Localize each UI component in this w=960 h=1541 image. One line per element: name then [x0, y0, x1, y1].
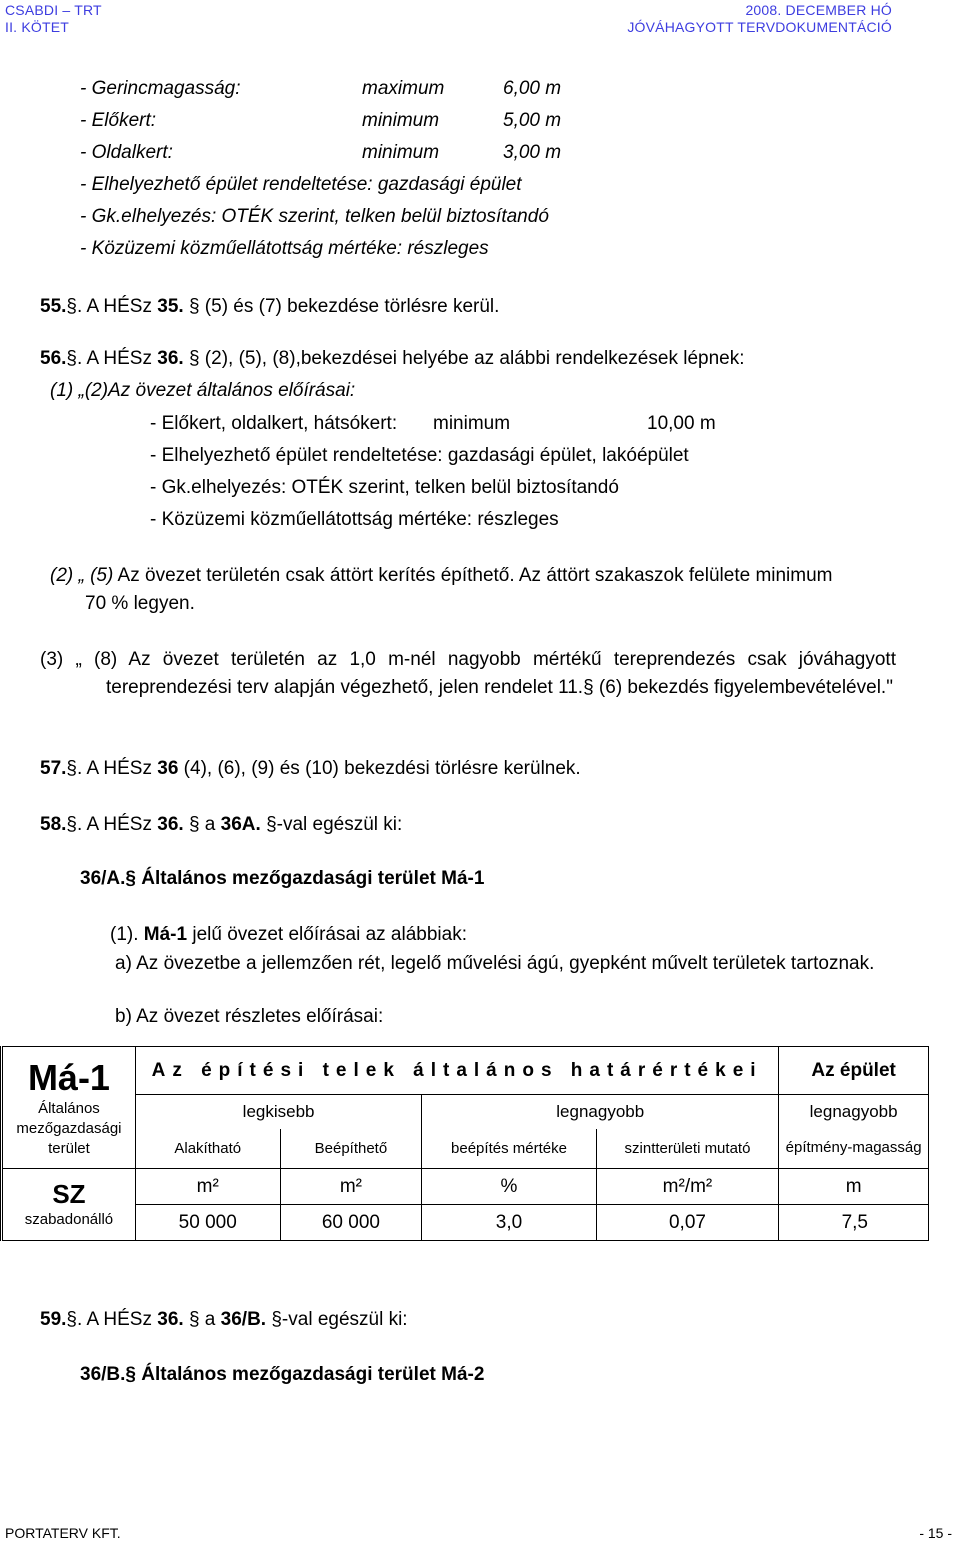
- value-cell: 50 000: [135, 1205, 280, 1241]
- unit-cell: %: [422, 1169, 596, 1205]
- param-qualifier: minimum: [362, 142, 440, 163]
- section-number: 55.: [40, 296, 67, 317]
- header-right-line2: JÓVÁHAGYOTT TERVDOKUMENTÁCIÓ: [627, 19, 892, 35]
- subsection-2: [50, 565, 833, 587]
- zone-limits-table: [0, 1046, 929, 1241]
- page-number: - 15 -: [919, 1525, 952, 1541]
- value-cell: 7,5: [779, 1205, 929, 1241]
- zone-name: Általános mezőgazdasági terület: [16, 1099, 122, 1157]
- group-heading-text: Az építési telek általános határértékei: [151, 1059, 763, 1081]
- setback-label: - Előkert, oldalkert, hátsókert:: [150, 413, 398, 434]
- param-value: 3,00 m: [503, 142, 562, 163]
- param-label: - Gerincmagasság:: [80, 78, 241, 99]
- value-cell: 0,07: [596, 1205, 779, 1241]
- header-left-line2: II. KÖTET: [5, 19, 70, 35]
- article-36a-p1: [110, 924, 467, 946]
- section-text: (4), (6), (9) és (10) bekezdési törlésre kerülnek.: [178, 758, 581, 779]
- col-label: beépítés mértéke: [422, 1129, 596, 1169]
- section-text: §. A HÉSz: [66, 1309, 158, 1330]
- header-left-line1: CSABDI – TRT: [5, 2, 102, 18]
- zone-cell: [2, 1047, 136, 1169]
- article-36a-item-a: a) Az övezetbe a jellemzően rét, legelő művelési ágú, gyepként művelt területek tartoznak.: [115, 953, 875, 974]
- section-number: 58.: [40, 814, 67, 835]
- article-ref: 36.: [157, 814, 184, 835]
- unit-cell: m: [779, 1169, 929, 1205]
- minmax-label: legkisebb: [135, 1095, 421, 1129]
- subsection-3-rest: tereprendezési terv alapján végezhető, jelen rendelet 11.§ (6) bekezdés figyelembevételével.": [106, 677, 893, 698]
- header-right-line1: 2008. DECEMBER HÓ: [745, 2, 892, 18]
- article-ref: 35.: [157, 296, 184, 317]
- col-label: Beépíthető: [280, 1129, 422, 1169]
- subzone-cell: [2, 1169, 136, 1241]
- value-cell: 60 000: [280, 1205, 422, 1241]
- section-text: §. A HÉSz: [66, 758, 158, 779]
- article-ref: 36A.: [220, 814, 261, 835]
- rule-line: - Közüzemi közműellátottság mértéke: részleges: [150, 509, 559, 530]
- section-55: [40, 296, 499, 318]
- col-label: építmény-magasság: [779, 1129, 929, 1169]
- param-label: - Oldalkert:: [80, 142, 173, 163]
- section-number: 56.: [40, 348, 67, 369]
- param-qualifier: maximum: [362, 78, 445, 99]
- section-text: §. A HÉSz: [66, 814, 158, 835]
- subsection-text-cont: 70 % legyen.: [85, 593, 195, 614]
- subsection-text: Az övezet területén csak áttört kerítés építhető. Az áttört szakaszok felülete minimum: [113, 565, 833, 586]
- section-text: §. A HÉSz: [66, 348, 158, 369]
- article-ref: 36.: [157, 348, 184, 369]
- article-ref: 36: [157, 758, 179, 779]
- paragraph-text: jelű övezet előírásai az alábbiak:: [187, 924, 467, 945]
- setback-value: 10,00 m: [647, 413, 716, 434]
- zone-code: Má-1: [143, 924, 188, 945]
- subzone-code: SZ: [52, 1179, 86, 1209]
- section-text: §-val egészül ki:: [260, 814, 403, 835]
- param-line: - Gk.elhelyezés: OTÉK szerint, telken belül biztosítandó: [80, 206, 549, 227]
- subsection-3-first: (3) „ (8) Az övezet területén az 1,0 m-nél nagyobb mértékű tereprendezés csak jóváhagyott: [40, 649, 896, 670]
- minmax-label: legnagyobb: [779, 1095, 929, 1129]
- section-text: § a: [183, 1309, 221, 1330]
- param-line: - Elhelyezhető épület rendeltetése: gazdasági épület: [80, 174, 522, 195]
- article-ref: 36/B.: [220, 1309, 267, 1330]
- col-label: szintterületi mutató: [596, 1129, 779, 1169]
- building-heading: Az épület: [779, 1047, 929, 1095]
- value-cell: 3,0: [422, 1205, 596, 1241]
- footer-left: PORTATERV KFT.: [5, 1525, 121, 1541]
- rule-line: - Elhelyezhető épület rendeltetése: gazdasági épület, lakóépület: [150, 445, 689, 466]
- section-text: § (2), (5), (8),bekezdései helyébe az alábbi rendelkezések lépnek:: [183, 348, 745, 369]
- paragraph-number: (1).: [110, 924, 144, 945]
- rule-line: - Gk.elhelyezés: OTÉK szerint, telken belül biztosítandó: [150, 477, 619, 498]
- section-59: [40, 1309, 408, 1331]
- group-heading: [135, 1047, 778, 1095]
- param-line: - Közüzemi közműellátottság mértéke: részleges: [80, 238, 489, 259]
- article-ref: 36.: [157, 1309, 184, 1330]
- article-36a-item-b: b) Az övezet részletes előírásai:: [115, 1006, 384, 1027]
- section-number: 59.: [40, 1309, 67, 1330]
- unit-cell: m²/m²: [596, 1169, 779, 1205]
- minmax-label: legnagyobb: [422, 1095, 779, 1129]
- section-text: § (5) és (7) bekezdése törlésre kerül.: [183, 296, 500, 317]
- section-58: [40, 814, 402, 836]
- param-qualifier: minimum: [362, 110, 440, 131]
- section-57: [40, 758, 581, 780]
- article-36b-title: 36/B.§ Általános mezőgazdasági terület Má-2: [80, 1364, 485, 1385]
- subzone-name: szabadonálló: [24, 1211, 114, 1228]
- section-text: §-val egészül ki:: [266, 1309, 408, 1330]
- param-value: 6,00 m: [503, 78, 562, 99]
- col-label: Alakítható: [135, 1129, 280, 1169]
- unit-cell: m²: [135, 1169, 280, 1205]
- section-text: § a: [183, 814, 221, 835]
- section-text: §. A HÉSz: [66, 296, 158, 317]
- section-56: [40, 348, 745, 370]
- setback-qualifier: minimum: [433, 413, 511, 434]
- param-label: - Előkert:: [80, 110, 157, 131]
- subsection-label: (2) „ (5): [50, 565, 114, 586]
- zone-code: Má-1: [27, 1056, 110, 1098]
- section-number: 57.: [40, 758, 67, 779]
- param-value: 5,00 m: [503, 110, 562, 131]
- unit-cell: m²: [280, 1169, 422, 1205]
- subsection-heading: (1) „(2)Az övezet általános előírásai:: [50, 380, 356, 401]
- article-36a-title: 36/A.§ Általános mezőgazdasági terület Má-1: [80, 868, 485, 889]
